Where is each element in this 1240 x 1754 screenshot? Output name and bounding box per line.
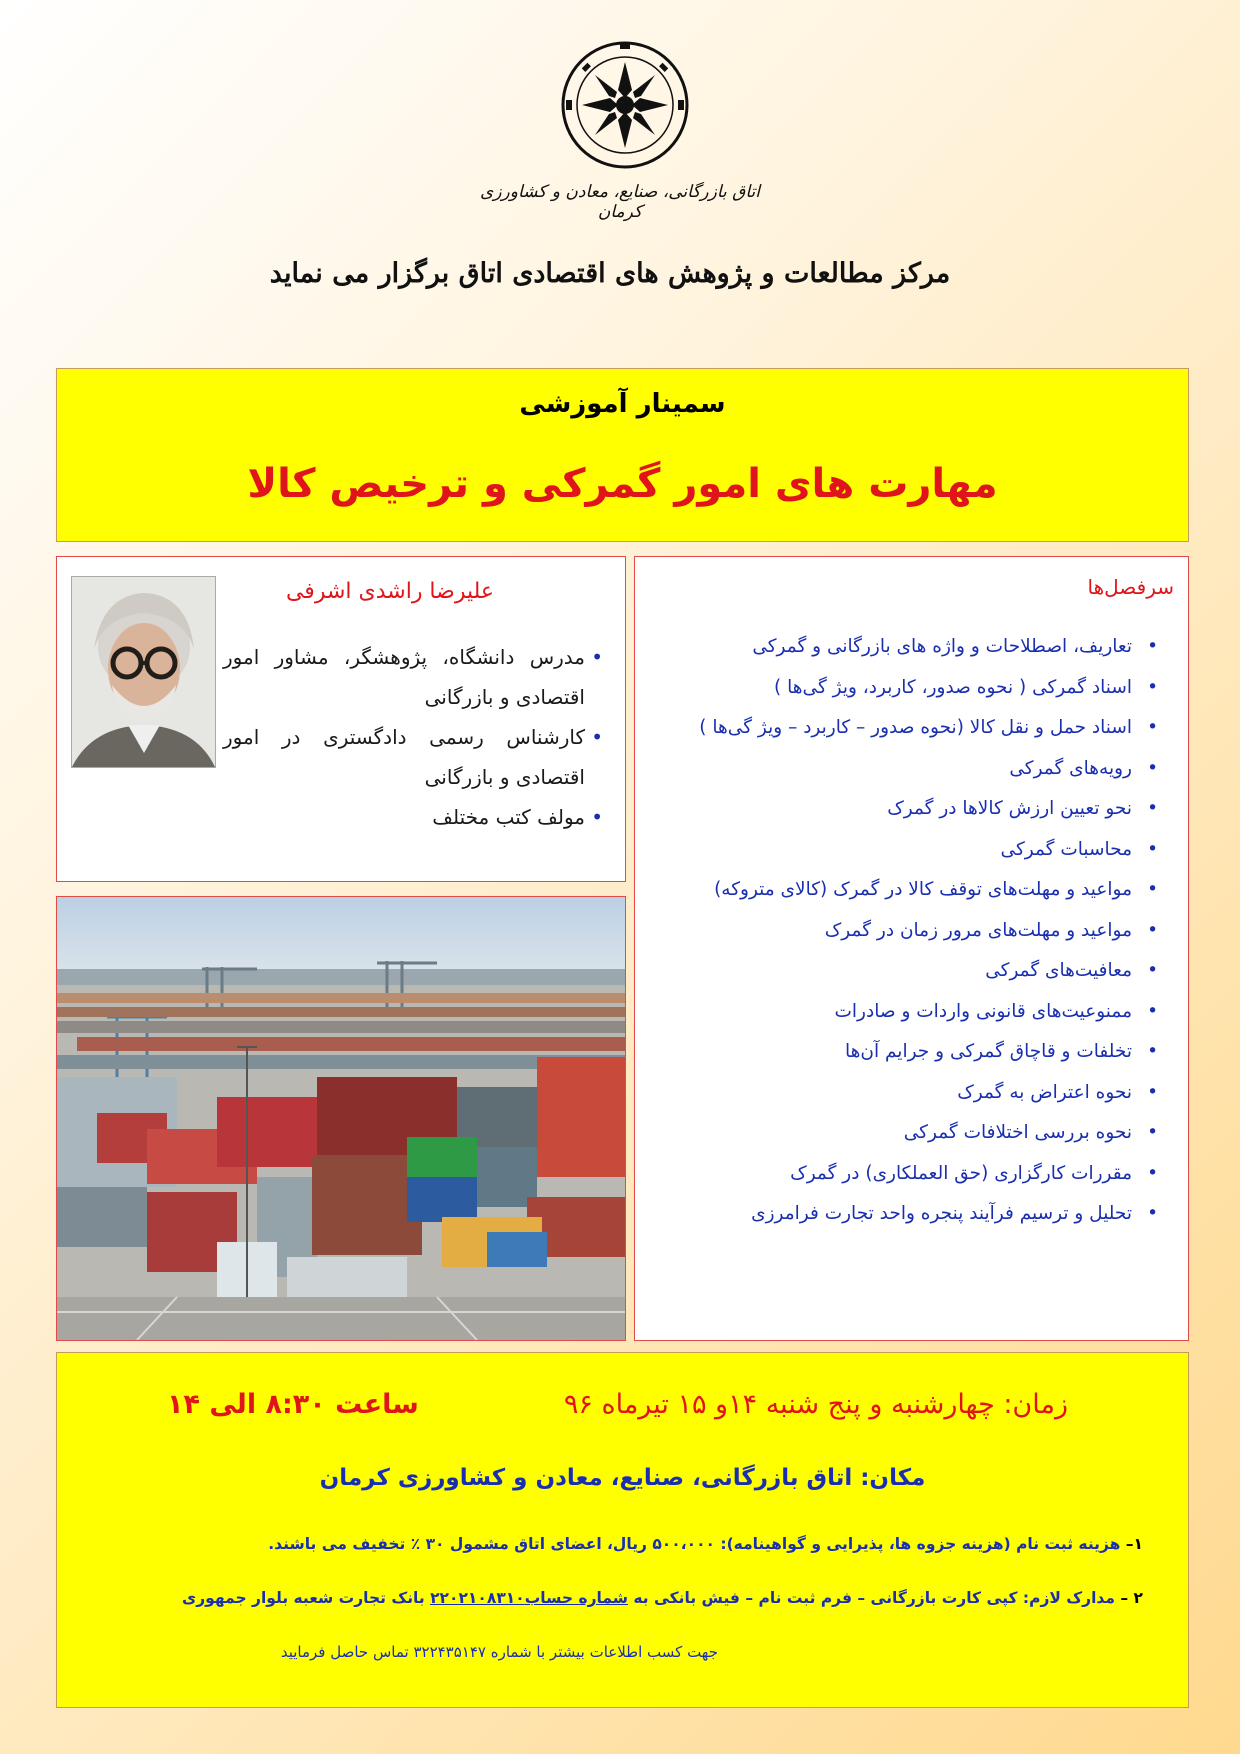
chamber-logo-icon <box>560 40 690 170</box>
bio-item: • مولف کتب مختلف <box>223 797 603 837</box>
topic-item: • رویه‌های گمرکی <box>648 749 1158 790</box>
speaker-portrait-graphic <box>72 577 215 767</box>
registration-fee-note <box>268 1535 1143 1553</box>
topic-item: • تعاریف، اصطلاحات و واژه های بازرگانی و گمرکی <box>648 627 1158 668</box>
topic-item: • مواعید و مهلت‌های توقف کالا در گمرک (کالای متروکه) <box>648 870 1158 911</box>
note-text: هزینه ثبت نام (هزینه جزوه ها، پذیرایی و گواهینامه): ۵۰۰،۰۰۰ ریال، اعضای اتاق مشمول ۳۰ ٪ تخفیف می باشند. <box>268 1535 1121 1553</box>
topic-item: • نحو تعیین ارزش کالاها در گمرک <box>648 789 1158 830</box>
contact-line: جهت کسب اطلاعات بیشتر با شماره ۳۲۲۴۳۵۱۴۷ تماس حاصل فرمایید <box>280 1643 718 1661</box>
topic-item: • مواعید و مهلت‌های مرور زمان در گمرک <box>648 911 1158 952</box>
event-hours: ساعت ۸:۳۰ الی ۱۴ <box>167 1389 419 1420</box>
topics-list <box>648 627 1158 1235</box>
topic-item: • اسناد حمل و نقل کالا (نحوه صدور – کاربرد – ویژ گی‌ها ) <box>648 708 1158 749</box>
note-text: بانک تجارت شعبه بلوار جمهوری <box>182 1589 425 1607</box>
topics-box <box>634 556 1189 1341</box>
note-number: ۲ – <box>1120 1589 1143 1607</box>
event-location: مکان: اتاق بازرگانی، صنایع، معادن و کشاورزی کرمان <box>319 1465 926 1491</box>
topic-item: • نحوه بررسی اختلافات گمرکی <box>648 1113 1158 1154</box>
topic-item: • تخلفات و قاچاق گمرکی و جرایم آن‌ها <box>648 1032 1158 1073</box>
speaker-bio-list <box>223 637 603 837</box>
seminar-title: مهارت های امور گمرکی و ترخیص کالا <box>247 461 998 507</box>
topic-item: • اسناد گمرکی ( نحوه صدور، کاربرد، ویژ گی‌ها ) <box>648 668 1158 709</box>
title-box <box>56 368 1189 542</box>
topic-item: • محاسبات گمرکی <box>648 830 1158 871</box>
topic-item: • ممنوعیت‌های قانونی واردات و صادرات <box>648 992 1158 1033</box>
seminar-label: سمینار آموزشی <box>519 389 726 419</box>
organizer-line: مرکز مطالعات و پژوهش های اقتصادی اتاق برگزار می نماید <box>269 258 951 289</box>
info-box <box>56 1352 1189 1708</box>
topics-heading: سرفصل‌ها <box>1087 575 1174 599</box>
required-documents-note <box>182 1589 1143 1607</box>
port-photo <box>56 896 626 1341</box>
bank-account-number: شماره حساب۲۲۰۲۱۰۸۳۱۰ <box>430 1589 628 1607</box>
container-port-illustration <box>57 897 625 1340</box>
chamber-name: اتاق بازرگانی، صنایع، معادن و کشاورزی کرمان <box>480 182 760 222</box>
bio-item: • کارشناس رسمی دادگستری در امور اقتصادی و بازرگانی <box>223 717 603 797</box>
speaker-photo <box>71 576 216 768</box>
speaker-name: علیرضا راشدی اشرفی <box>285 579 495 604</box>
note-number: ۱– <box>1125 1535 1143 1553</box>
bio-item: • مدرس دانشگاه، پژوهشگر، مشاور امور اقتصادی و بازرگانی <box>223 637 603 717</box>
topic-item: • مقررات کارگزاری (حق العملکاری) در گمرک <box>648 1154 1158 1195</box>
topic-item: • نحوه اعتراض به گمرک <box>648 1073 1158 1114</box>
event-time: زمان: چهارشنبه و پنج شنبه ۱۴و ۱۵ تیرماه ۹۶ <box>563 1389 1068 1420</box>
note-text: مدارک لازم: کپی کارت بازرگانی – فرم ثبت نام – فیش بانکی به <box>633 1589 1115 1607</box>
topic-item: • معافیت‌های گمرکی <box>648 951 1158 992</box>
speaker-box <box>56 556 626 882</box>
topic-item: • تحلیل و ترسیم فرآیند پنجره واحد تجارت فرامرزی <box>648 1194 1158 1235</box>
